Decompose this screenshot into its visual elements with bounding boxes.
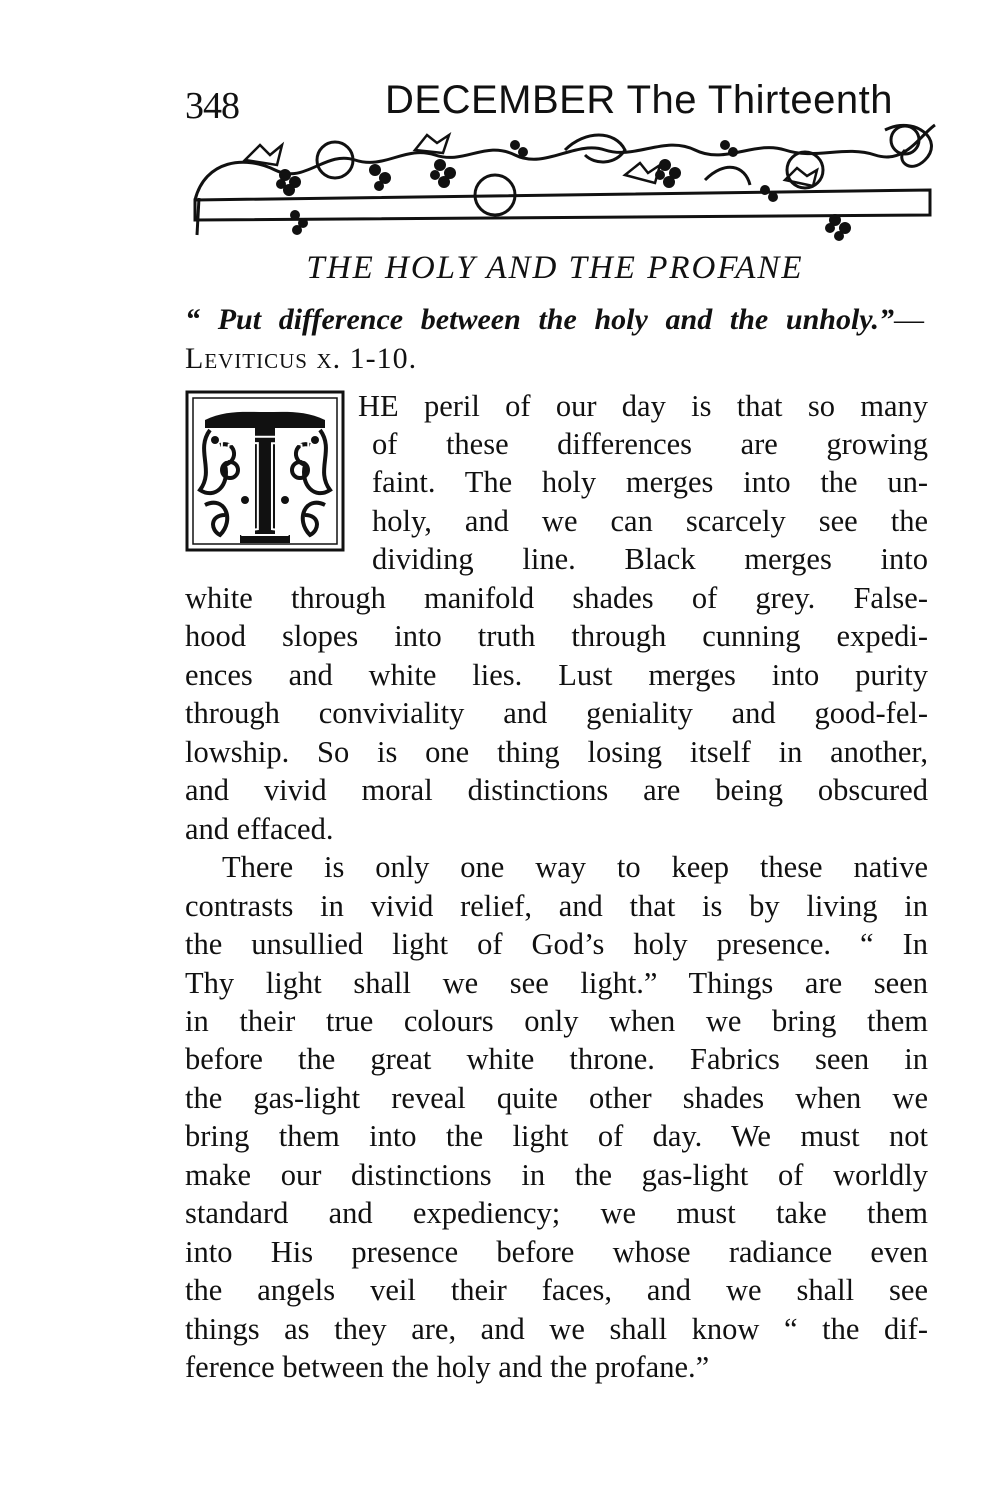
text-line: standard and expediency; we must take them: [185, 1196, 928, 1230]
text-line: faint. The holy merges into the un-: [372, 465, 928, 499]
text-line: contrasts in vivid relief, and that is by living in: [185, 889, 928, 923]
text-line: things as they are, and we shall know “ the dif-: [185, 1312, 928, 1346]
page-number: 348: [185, 85, 239, 127]
text-line: the gas-light reveal quite other shades when we: [185, 1081, 928, 1115]
decorated-initial-t-icon: [185, 390, 345, 552]
epigraph: [185, 300, 925, 378]
text-line: make our distinctions in the gas-light of worldly: [185, 1158, 928, 1192]
text-line: holy, and we can scarcely see the: [372, 504, 928, 538]
text-line: Thy light shall we see light.” Things are seen: [185, 966, 928, 1000]
text-line: hood slopes into truth through cunning expedi-: [185, 619, 928, 653]
text-line: There is only one way to keep these native: [222, 850, 928, 884]
text-line: and vivid moral distinctions are being obscured: [185, 773, 928, 807]
text-line: HE peril of our day is that so many: [358, 389, 928, 423]
epigraph-quote: “ Put difference between the holy and the unholy.”: [185, 303, 894, 336]
text-line: the angels veil their faces, and we shall see: [185, 1273, 928, 1307]
text-line: of these differences are growing: [372, 427, 928, 461]
text-line: bring them into the light of day. We must not: [185, 1119, 928, 1153]
text-line: white through manifold shades of grey. False-: [185, 581, 928, 615]
article-title: THE HOLY AND THE PROFANE: [306, 250, 804, 286]
text-line: and effaced.: [185, 812, 334, 846]
text-line: dividing line. Black merges into: [372, 542, 928, 576]
epigraph-citation: —Leviticus x. 1-10.: [185, 303, 925, 375]
grapevine-ornament-icon: [185, 120, 945, 245]
text-line: in their true colours only when we bring them: [185, 1004, 928, 1038]
text-line: through conviviality and geniality and good-fel-: [185, 696, 928, 730]
text-line: ference between the holy and the profane.”: [185, 1350, 710, 1384]
running-title: DECEMBER The Thirteenth: [385, 78, 894, 122]
dropcap-letter: T: [219, 402, 311, 552]
text-line: lowship. So is one thing losing itself in another,: [185, 735, 928, 769]
text-line: the unsullied light of God’s holy presence. “ In: [185, 927, 928, 961]
text-line: into His presence before whose radiance even: [185, 1235, 928, 1269]
text-line: ences and white lies. Lust merges into purity: [185, 658, 928, 692]
text-line: before the great white throne. Fabrics seen in: [185, 1042, 928, 1076]
